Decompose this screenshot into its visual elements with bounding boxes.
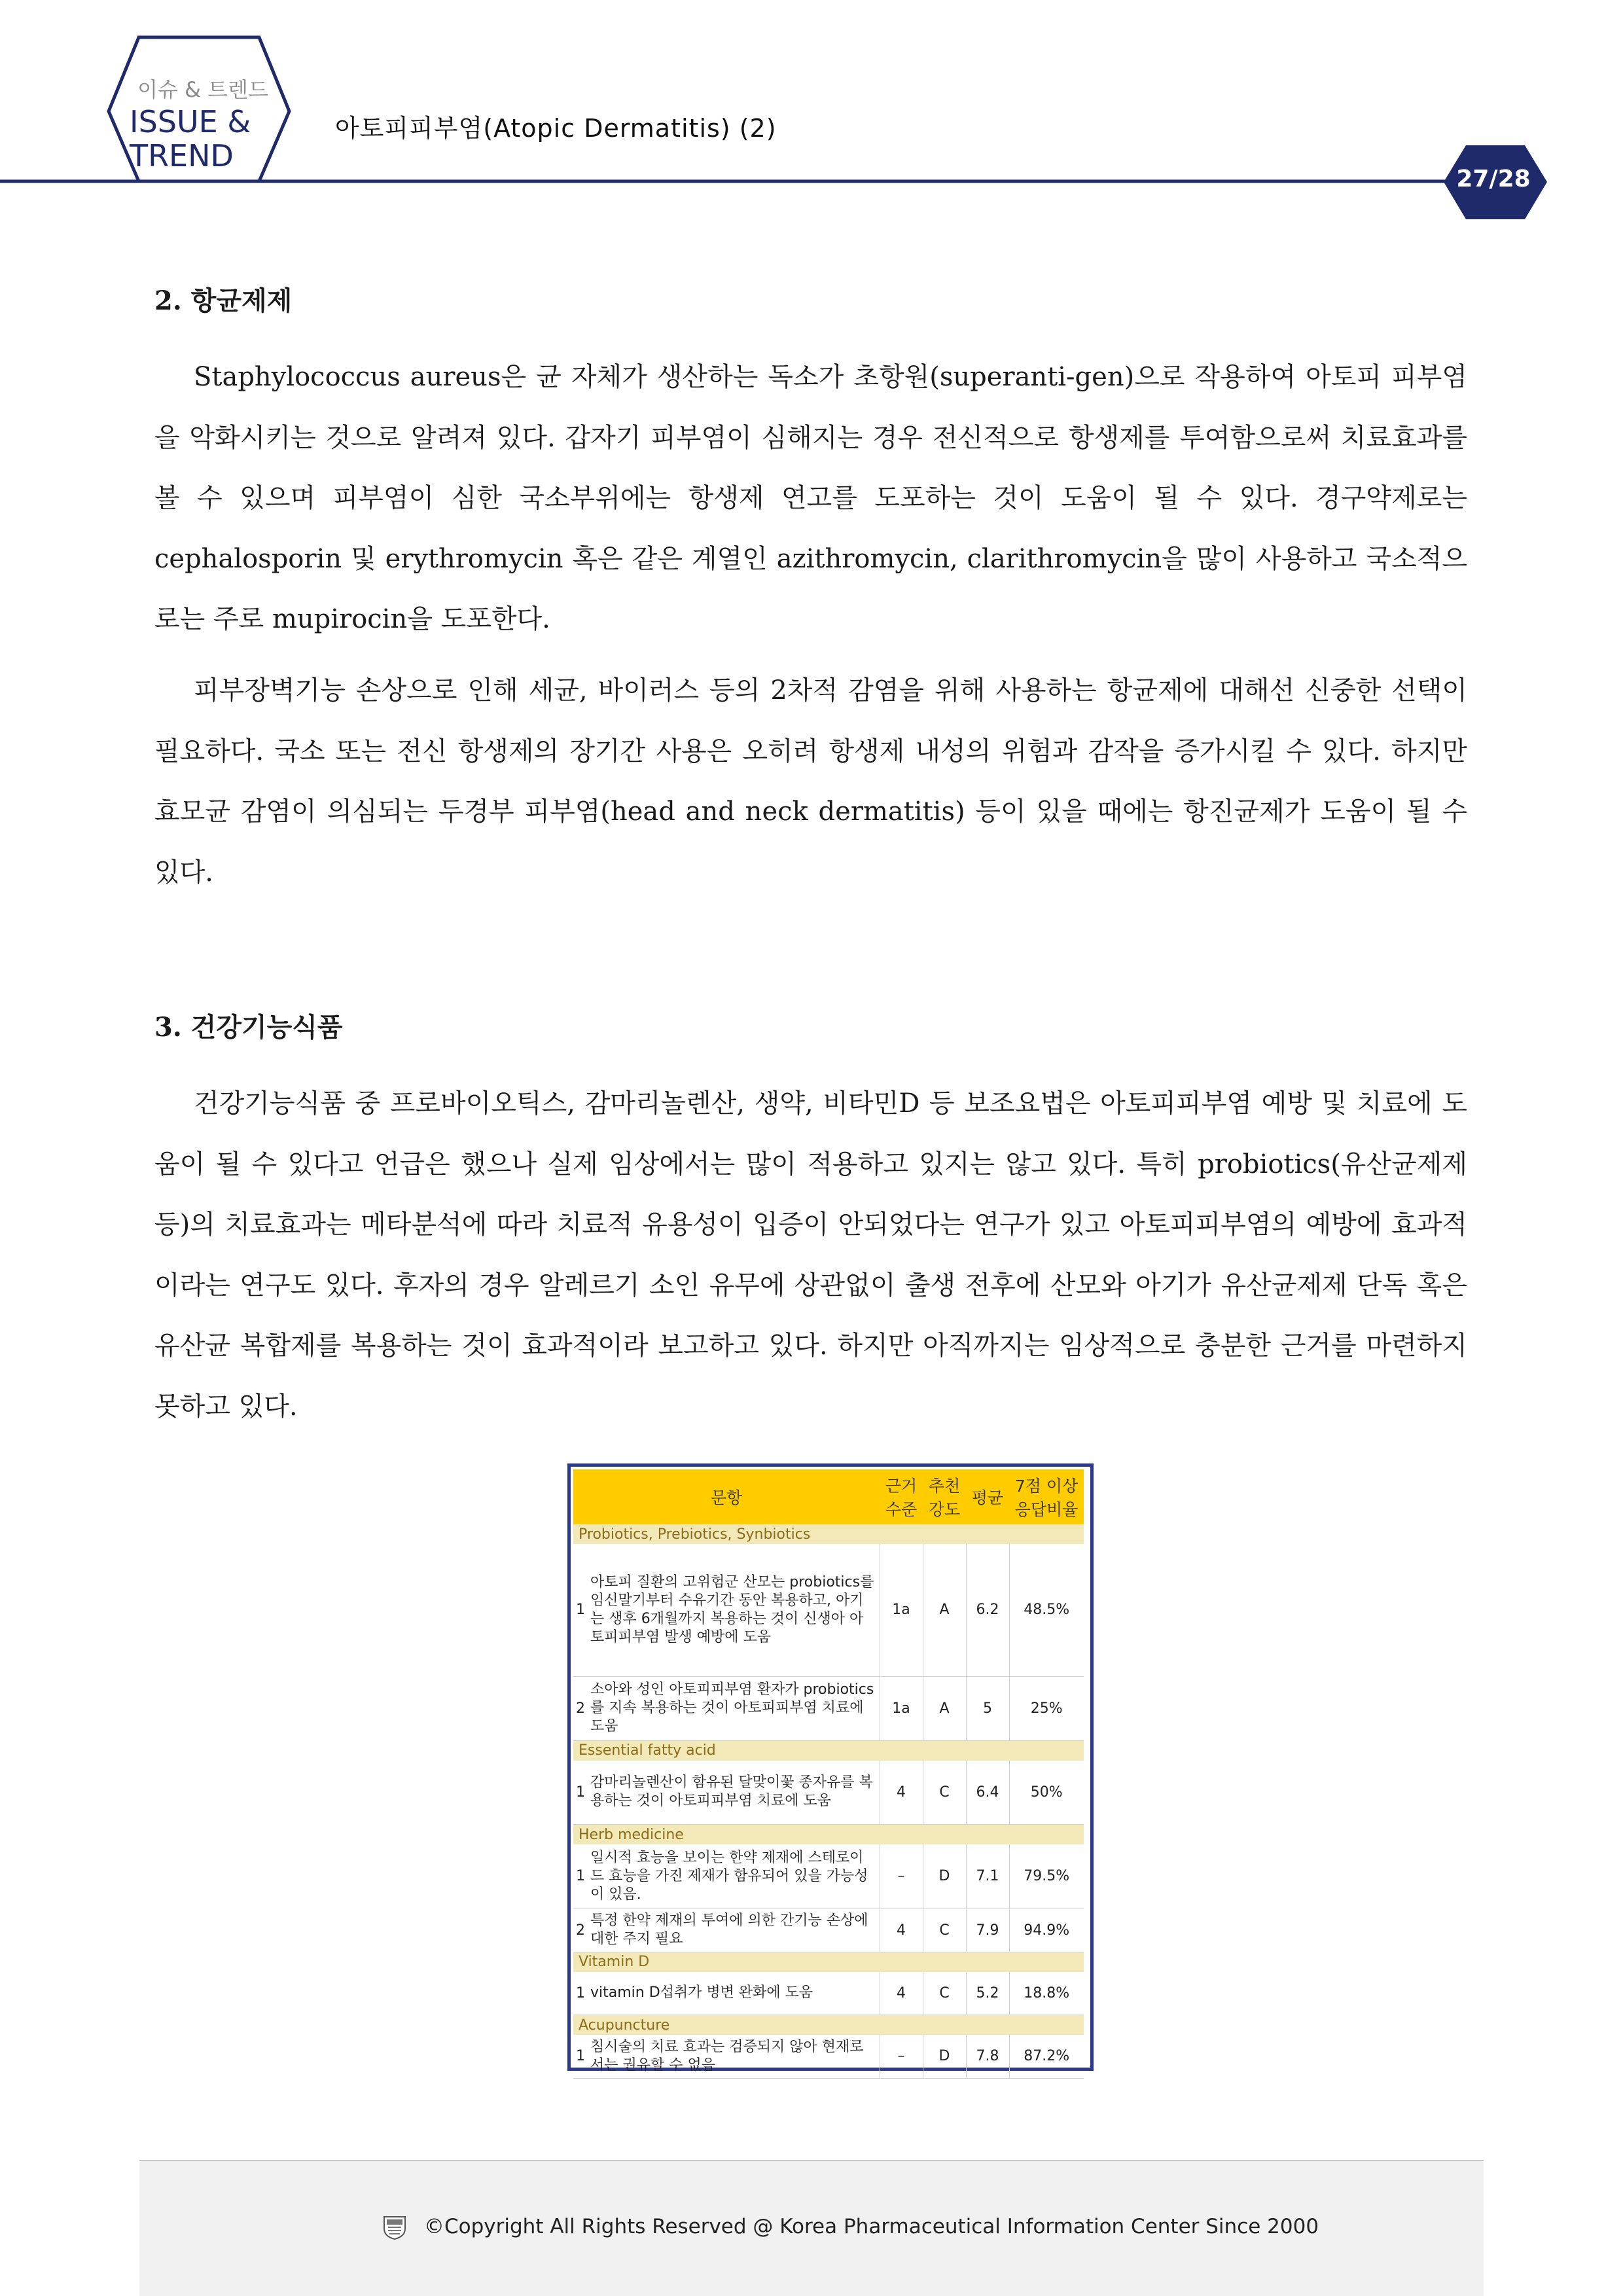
recommendation-table (573, 1469, 1084, 2079)
row-ratio: 25% (1009, 1676, 1084, 1740)
row-grade: C (923, 1972, 966, 2015)
paragraph: Staphylococcus aureus은 균 자체가 생산하는 독소가 초항원(superanti-gen)으로 작용하여 아토피 피부염을 악화시키는 것으로 알려져 있다. 갑자기 피부염이 심해지는 경우 전신적으로 항생제를 투여함으로써 치료효과를 볼 수 있으며 피부염이 심한 국소부위에는 항생제 연고를 도포하는 것이 도움이 될 수 있다. 경구약제로는 cephalosporin 및 erythromycin 혹은 같은 계열인 azithromycin, clarithromycin을 많이 사용하고 국소적으로는 주로 mupirocin을 도포한다. (154, 362, 1467, 634)
row-mean: 6.4 (966, 1761, 1009, 1825)
row-number: 2 (573, 1909, 588, 1952)
badge-title-line2: TREND (130, 138, 234, 173)
row-evidence: 1a (880, 1676, 923, 1740)
table-category-row (573, 1825, 1084, 1845)
table-row (573, 1544, 1084, 1676)
page-number: 27/28 (1456, 166, 1531, 192)
row-ratio: 94.9% (1009, 1909, 1084, 1952)
row-mean: 5 (966, 1676, 1009, 1740)
row-evidence: 1a (880, 1544, 923, 1676)
row-number: 2 (573, 1676, 588, 1740)
section-title-health-food: 3. 건강기능식품 (154, 1012, 343, 1043)
row-grade: A (923, 1676, 966, 1740)
category-label: Vitamin D (573, 1952, 1084, 1972)
table-row (573, 1972, 1084, 2015)
badge-title (130, 105, 280, 173)
table-header-row (573, 1469, 1084, 1524)
table-row (573, 1676, 1084, 1740)
table-row (573, 1844, 1084, 1909)
row-statement: 침시술의 치료 효과는 검증되지 않아 현재로서는 권유할 수 없음 (588, 2035, 880, 2078)
section-title-antibacterial: 2. 항균제제 (154, 285, 293, 316)
table-category-row (573, 2015, 1084, 2036)
category-label: Herb medicine (573, 1825, 1084, 1845)
row-mean: 7.8 (966, 2035, 1009, 2078)
row-number: 1 (573, 1544, 588, 1676)
header-ratio: 7점 이상 응답비율 (1009, 1469, 1084, 1524)
row-grade: C (923, 1909, 966, 1952)
row-statement: 일시적 효능을 보이는 한약 제재에 스테로이드 효능을 가진 제재가 함유되어 있을 가능성이 있음. (588, 1844, 880, 1909)
row-number: 1 (573, 1844, 588, 1909)
row-evidence: – (880, 1844, 923, 1909)
row-statement: 소아와 성인 아토피피부염 환자가 probiotics를 지속 복용하는 것이 아토피피부염 치료에 도움 (588, 1676, 880, 1740)
header-evidence: 근거 수준 (880, 1469, 923, 1524)
paragraph: 피부장벽기능 손상으로 인해 세균, 바이러스 등의 2차적 감염을 위해 사용하는 항균제에 대해선 신중한 선택이 필요하다. 국소 또는 전신 항생제의 장기간 사용은 오히려 항생제 내성의 위험과 감작을 증가시킬 수 있다. 하지만 효모균 감염이 의심되는 두경부 피부염(head and neck dermatitis) 등이 있을 때에는 항진균제가 도움이 될 수 있다. (154, 675, 1467, 888)
header-grade: 추천 강도 (923, 1469, 966, 1524)
header-mean: 평균 (966, 1469, 1009, 1524)
row-mean: 5.2 (966, 1972, 1009, 2015)
category-label: Acupuncture (573, 2015, 1084, 2036)
table-category-row (573, 1952, 1084, 1972)
row-ratio: 48.5% (1009, 1544, 1084, 1676)
recommendation-table-frame (567, 1463, 1094, 2071)
row-statement: 감마리놀렌산이 함유된 달맞이꽃 종자유를 복용하는 것이 아토피피부염 치료에 도움 (588, 1761, 880, 1825)
row-mean: 7.1 (966, 1844, 1009, 1909)
table-category-row (573, 1740, 1084, 1761)
row-ratio: 87.2% (1009, 2035, 1084, 2078)
header-statement: 문항 (573, 1469, 880, 1524)
table-category-row (573, 1524, 1084, 1544)
row-statement: 아토피 질환의 고위험군 산모는 probiotics를 임신말기부터 수유기간 동안 복용하고, 아기는 생후 6개월까지 복용하는 것이 신생아 아토피피부염 발생 예방에 도움 (588, 1544, 880, 1676)
table-row (573, 2035, 1084, 2078)
kpic-logo-icon (383, 2214, 406, 2240)
row-evidence: 4 (880, 1972, 923, 2015)
badge-title-line1: ISSUE & (130, 104, 251, 139)
row-ratio: 50% (1009, 1761, 1084, 1825)
category-label: Essential fatty acid (573, 1740, 1084, 1761)
copyright-text: ©Copyright All Rights Reserved @ Korea Pharmaceutical Information Center Since 2000 (424, 2215, 1319, 2238)
row-ratio: 79.5% (1009, 1844, 1084, 1909)
badge-subtitle: 이슈 & 트렌드 (137, 77, 268, 102)
row-grade: A (923, 1544, 966, 1676)
row-number: 1 (573, 1972, 588, 2015)
row-statement: 특정 한약 제재의 투여에 의한 간기능 손상에 대한 주지 필요 (588, 1909, 880, 1952)
row-grade: D (923, 2035, 966, 2078)
page-header (0, 0, 1623, 229)
row-evidence: 4 (880, 1761, 923, 1825)
table-row (573, 1909, 1084, 1952)
row-grade: D (923, 1844, 966, 1909)
category-label: Probiotics, Prebiotics, Synbiotics (573, 1524, 1084, 1544)
row-mean: 7.9 (966, 1909, 1009, 1952)
row-evidence: 4 (880, 1909, 923, 1952)
table-row (573, 1761, 1084, 1825)
row-grade: C (923, 1761, 966, 1825)
row-number: 1 (573, 1761, 588, 1825)
row-ratio: 18.8% (1009, 1972, 1084, 2015)
paragraph: 건강기능식품 중 프로바이오틱스, 감마리놀렌산, 생약, 비타민D 등 보조요법은 아토피피부염 예방 및 치료에 도움이 될 수 있다고 언급은 했으나 실제 임상에서는 많이 적용하고 있지는 않고 있다. 특히 probiotics(유산균제제 등)의 치료효과는 메타분석에 따라 치료적 유용성이 입증이 안되었다는 연구가 있고 아토피피부염의 예방에 효과적이라는 연구도 있다. 후자의 경우 알레르기 소인 유무에 상관없이 출생 전후에 산모와 아기가 유산균제제 단독 혹은 유산균 복합제를 복용하는 것이 효과적이라 보고하고 있다. 하지만 아직까지는 임상적으로 충분한 근거를 마련하지 못하고 있다. (154, 1088, 1467, 1422)
row-statement: vitamin D섭취가 병변 완화에 도움 (588, 1972, 880, 2015)
row-evidence: – (880, 2035, 923, 2078)
row-mean: 6.2 (966, 1544, 1009, 1676)
document-title: 아토피피부염(Atopic Dermatitis) (2) (335, 114, 777, 143)
row-number: 1 (573, 2035, 588, 2078)
